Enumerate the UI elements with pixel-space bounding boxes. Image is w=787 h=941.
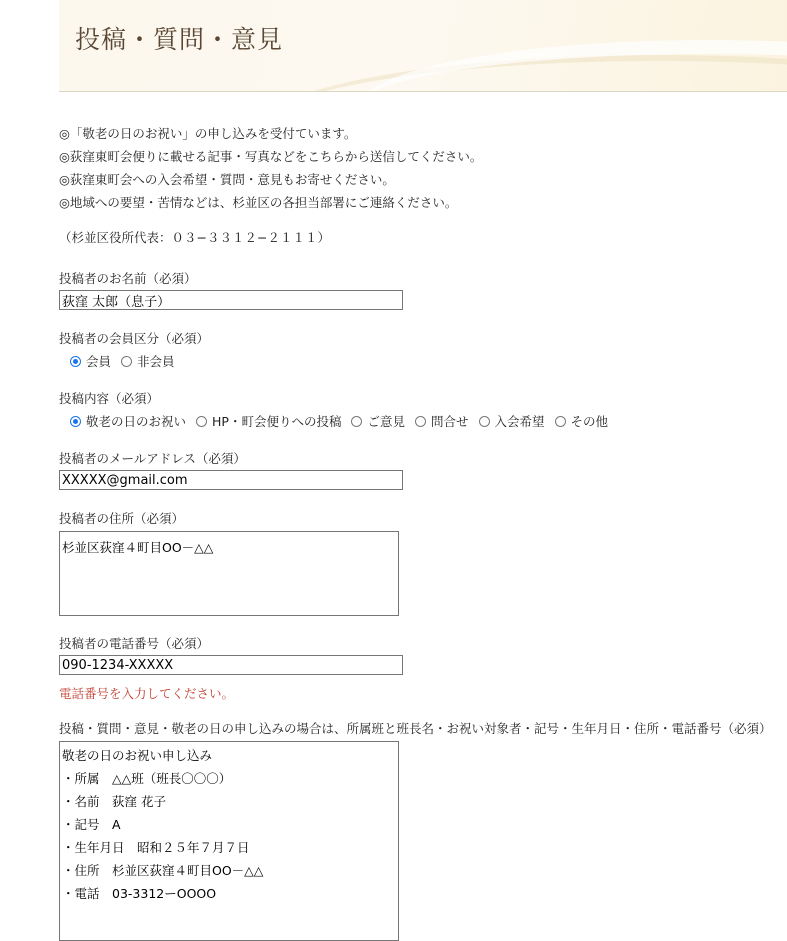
radio-label: その他 — [570, 414, 609, 429]
email-field-group — [59, 449, 787, 490]
radio-label: HP・町会便りへの投稿 — [212, 414, 342, 429]
radio-button[interactable] — [121, 356, 132, 367]
email-label: 投稿者のメールアドレス（必須） — [59, 451, 246, 466]
notice-list — [59, 122, 787, 214]
radio-option-member[interactable] — [70, 352, 111, 370]
message-line: ・生年月日 昭和２５年７月７日 — [62, 840, 250, 855]
radio-option-respect-aged-day[interactable] — [70, 412, 186, 430]
page-header — [59, 0, 787, 92]
address-textarea[interactable]: 杉並区荻窪４町目OO－△△ — [59, 531, 399, 616]
radio-option-inquiry[interactable] — [415, 412, 469, 430]
address-field-group — [59, 509, 787, 616]
message-label: 投稿・質問・意見・敬老の日の申し込みの場合は、所属班と班長名・お祝い対象者・記号・生年月日・住所・電話番号（必須） — [59, 721, 772, 736]
phone-error-message: 電話番号を入力してください。 — [59, 686, 235, 701]
name-input[interactable] — [59, 290, 403, 310]
contact-form — [59, 122, 787, 941]
phone-label: 投稿者の電話番号（必須） — [59, 636, 210, 651]
radio-button[interactable] — [555, 416, 566, 427]
email-input[interactable] — [59, 470, 403, 490]
notice-item: ◎荻窪東町会便りに載せる記事・写真などをこちらから送信してください。 — [59, 149, 483, 164]
message-line: ・名前 荻窪 花子 — [62, 794, 166, 809]
member-type-options — [70, 352, 787, 370]
radio-button[interactable] — [351, 416, 362, 427]
radio-label: 入会希望 — [494, 414, 545, 429]
radio-button[interactable] — [70, 356, 81, 367]
content-type-label: 投稿内容（必須） — [59, 391, 160, 406]
radio-option-hp-post[interactable] — [196, 412, 341, 430]
name-field-group — [59, 269, 787, 310]
phone-field-group — [59, 634, 787, 702]
radio-label: 会員 — [86, 354, 112, 369]
message-line: ・電話 03-3312ーOOOO — [62, 886, 217, 901]
member-type-group — [59, 329, 787, 370]
content-type-group — [59, 389, 787, 430]
header-decoration — [359, 40, 787, 92]
radio-button[interactable] — [70, 416, 81, 427]
message-line: ・記号 A — [62, 817, 121, 832]
message-textarea[interactable] — [59, 741, 399, 941]
notice-item: ◎地域への要望・苦情などは、杉並区の各担当部署にご連絡ください。 — [59, 195, 458, 210]
radio-option-non-member[interactable] — [121, 352, 175, 370]
content-type-options — [70, 412, 787, 430]
phone-input[interactable] — [59, 655, 403, 675]
address-label: 投稿者の住所（必須） — [59, 511, 185, 526]
notice-item: ◎荻窪東町会への入会希望・質問・意見もお寄せください。 — [59, 172, 395, 187]
radio-option-opinion[interactable] — [351, 412, 405, 430]
radio-button[interactable] — [196, 416, 207, 427]
message-line: ・所属 △△班（班長〇〇〇） — [62, 771, 232, 786]
radio-button[interactable] — [415, 416, 426, 427]
page-title: 投稿・質問・意見 — [75, 25, 284, 54]
radio-label: 非会員 — [137, 354, 175, 369]
radio-label: ご意見 — [367, 414, 405, 429]
radio-option-join[interactable] — [479, 412, 545, 430]
message-line: ・住所 杉並区荻窪４町目OO－△△ — [62, 863, 264, 878]
radio-label: 敬老の日のお祝い — [86, 414, 187, 429]
city-office-phone-note: （杉並区役所代表：０３−３３１２−２１１１） — [59, 230, 330, 245]
notice-item: ◎「敬老の日のお祝い」の申し込みを受付ています。 — [59, 126, 357, 141]
message-field-group — [59, 719, 787, 941]
name-label: 投稿者のお名前（必須） — [59, 271, 197, 286]
radio-label: 問合せ — [430, 414, 469, 429]
radio-option-other[interactable] — [555, 412, 609, 430]
radio-button[interactable] — [479, 416, 490, 427]
message-line: 敬老の日のお祝い申し込み — [62, 748, 213, 763]
member-type-label: 投稿者の会員区分（必須） — [59, 331, 210, 346]
